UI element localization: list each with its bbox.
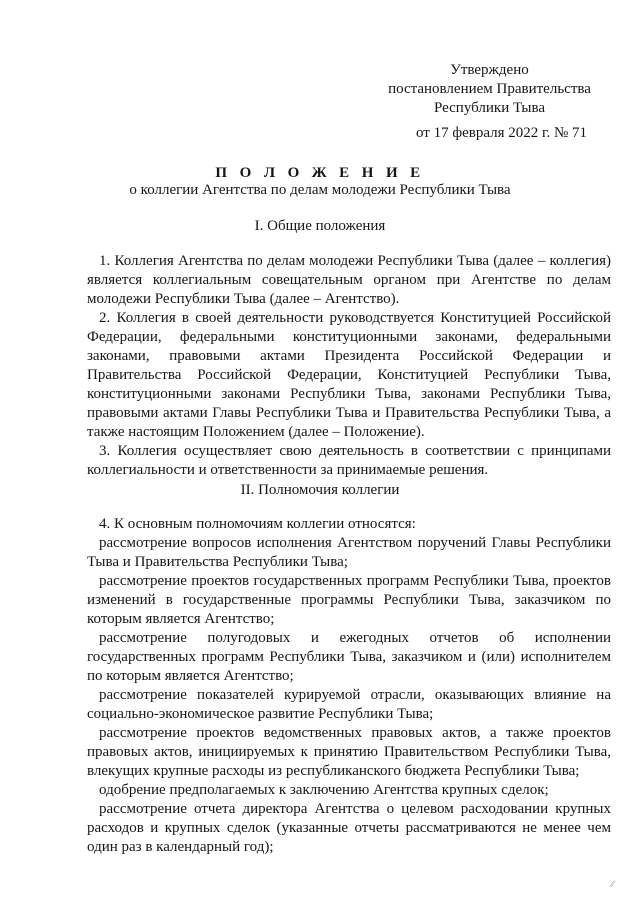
section-heading-powers: II. Полномочия коллегии — [240, 482, 400, 498]
powers-item-instructions: рассмотрение вопросов исполнения Агентством поручений Главы Республики Тыва и Правительства Республики Тыва; — [87, 535, 611, 570]
approval-line-resolution: постановлением Правительства — [388, 81, 591, 97]
section-heading-general: I. Общие положения — [254, 218, 386, 234]
powers-item-deals: одобрение предполагаемых к заключению Агентства крупных сделок; — [99, 782, 549, 798]
approval-stamp — [369, 61, 610, 118]
document-title: П О Л О Ж Е Н И Е — [215, 165, 425, 181]
section-powers-body — [87, 515, 611, 857]
powers-item-reports: рассмотрение полугодовых и ежегодных отчетов об исполнении государственных программ Республики Тыва, заказчиком и (или) исполнителем по которым является Агентство; — [87, 630, 611, 684]
approval-line-approved: Утверждено — [450, 62, 529, 78]
powers-item-legal-acts: рассмотрение проектов ведомственных правовых актов, а также проектов правовых актов, инициируемых к принятию Правительством Республики Тыва, влекущих крупные расходы из республиканского бюджета Республики Тыва; — [87, 725, 611, 779]
approval-line-republic: Республики Тыва — [433, 100, 546, 116]
approval-date: от 17 февраля 2022 г. № 71 — [416, 125, 588, 141]
powers-item-indicators: рассмотрение показателей курируемой отрасли, оказывающих влияние на социально-экономическое развитие Республики Тыва; — [87, 687, 611, 722]
section-general-body — [87, 252, 611, 480]
paragraph-4: 4. К основным полномочиям коллегии относятся: — [99, 516, 416, 532]
powers-item-programs: рассмотрение проектов государственных программ Республики Тыва, проектов изменений в государственные программы Республики Тыва, заказчиком по которым является Агентство; — [87, 573, 611, 627]
paragraph-3: 3. Коллегия осуществляет свою деятельность в соответствии с принципами коллегиальности и ответственности за принимаемые решения. — [87, 443, 611, 478]
paragraph-2: 2. Коллегия в своей деятельности руководствуется Конституцией Российской Федерации, федеральными конституционными законами, федеральными законами, правовыми актами Президента Российской Федерации и Правительства Российской Федерации, Конституцией Республики Тыва, конституционными законами Республики Тыва, законами Республики Тыва, правовыми актами Главы Республики Тыва и Правительства Республики Тыва, а также настоящим Положением (далее – Положение). — [87, 310, 611, 440]
corner-mark: ⁄⁄ — [611, 879, 615, 889]
powers-item-director-report: рассмотрение отчета директора Агентства о целевом расходовании крупных расходов и крупных сделок (указанные отчеты рассматриваются не менее чем один раз в календарный год); — [87, 801, 611, 855]
paragraph-1: 1. Коллегия Агентства по делам молодежи Республики Тыва (далее – коллегия) является коллегиальным совещательным органом при Агентстве по делам молодежи Республики Тыва (далее – Агентство). — [87, 253, 611, 307]
document-subtitle: о коллегии Агентства по делам молодежи Республики Тыва — [129, 182, 511, 198]
